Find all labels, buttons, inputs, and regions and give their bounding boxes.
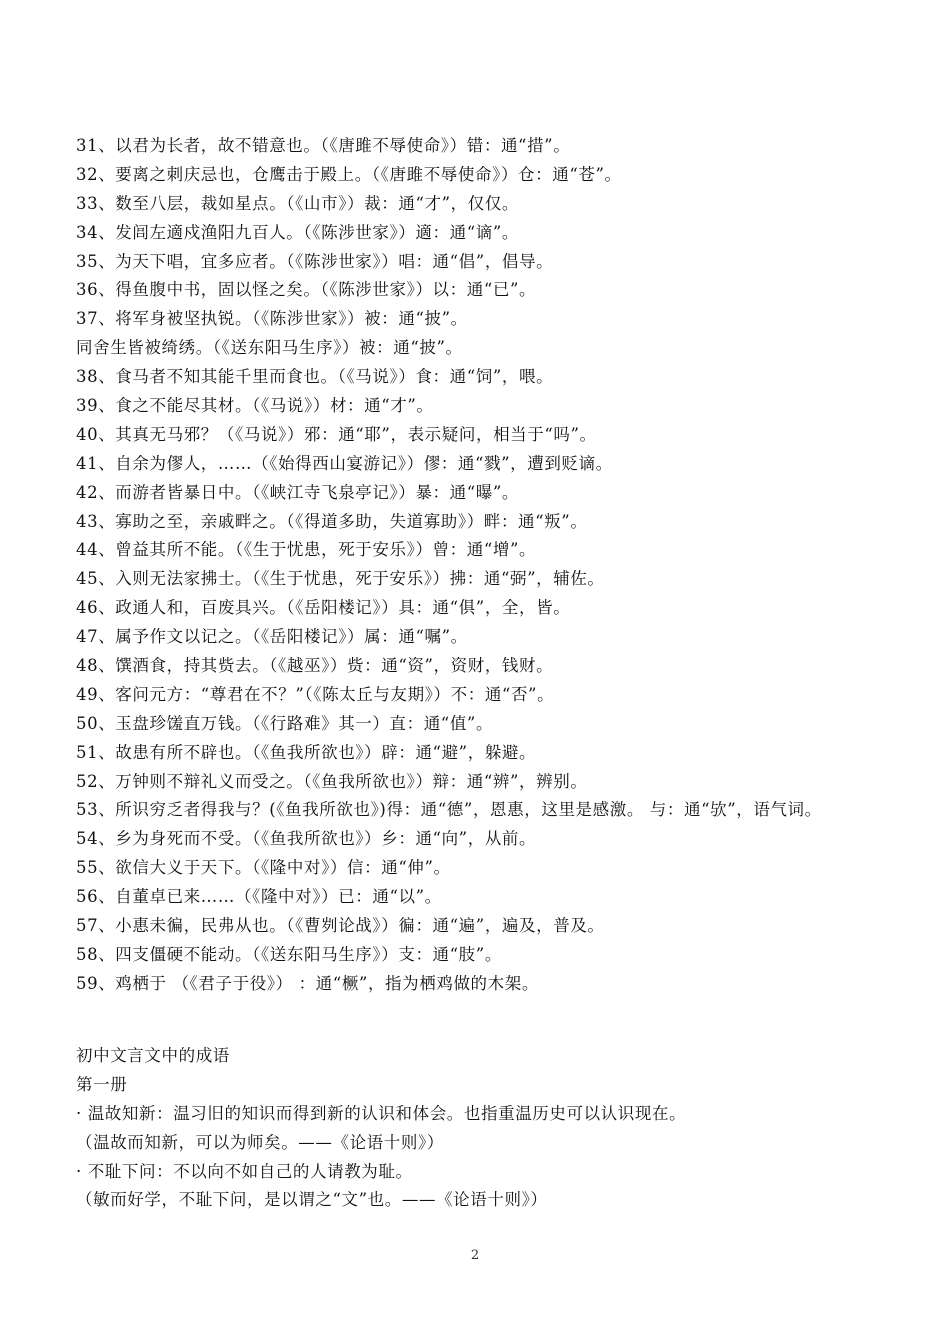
idiom-source: （温故而知新，可以为师矣。——《论语十则》） — [76, 1132, 444, 1152]
list-item: 46、政通人和，百废具兴。（《岳阳楼记》）具：通“俱”，全，皆。 — [76, 598, 571, 618]
list-item: 54、乡为身死而不受。（《鱼我所欲也》）乡：通“向”，从前。 — [76, 829, 537, 849]
list-item: 31、以君为长者，故不错意也。（《唐雎不辱使命》）错：通“措”。 — [76, 136, 571, 155]
list-item: 58、四支僵硬不能动。（《送东阳马生序》）支：通“肢”。 — [76, 944, 502, 964]
list-item: 37、将军身被坚执锐。（《陈涉世家》）被：通“披”。 — [76, 309, 468, 329]
list-item: 39、食之不能尽其材。（《马说》）材：通“才”。 — [76, 396, 434, 416]
list-item: 35、为天下唱，宜多应者。（《陈涉世家》）唱：通“倡”，倡导。 — [76, 251, 554, 271]
list-item: 40、其真无马邪？（《马说》）邪：通“耶”，表示疑问，相当于“吗”。 — [76, 424, 597, 444]
list-item: 34、发闾左適戍渔阳九百人。（《陈涉世家》）適：通“谪”。 — [76, 222, 520, 242]
idiom-source: （敏而好学，不耻下问，是以谓之“文”也。——《论语十则》） — [76, 1190, 548, 1210]
tongjia-list — [76, 132, 886, 999]
list-item: 53、所识穷乏者得我与？(《鱼我所欲也》)得：通“德”，恩惠，这里是感激。 与：通“欤”，语气词。 — [76, 800, 822, 820]
list-item: 44、曾益其所不能。（《生于忧患，死于安乐》）曾：通“增”。 — [76, 540, 537, 560]
list-item: 55、欲信大义于天下。（《隆中对》）信：通“伸”。 — [76, 858, 451, 878]
list-item: 48、馔酒食，持其赀去。（《越巫》）赀：通“资”，资财，钱财。 — [76, 656, 554, 676]
idiom-item: · 不耻下问：不以向不如自己的人请教为耻。 — [76, 1161, 413, 1181]
list-item: 41、自余为僇人，……（《始得西山宴游记》）僇：通“戮”，遭到贬谪。 — [76, 453, 613, 473]
list-item: 33、数至八层，裁如星点。（《山市》）裁：通“才”，仅仅。 — [76, 193, 520, 213]
list-item: 42、而游者皆暴日中。（《峡江寺飞泉亭记》）暴：通“曝”。 — [76, 482, 520, 502]
list-item: 36、得鱼腹中书，固以怪之矣。（《陈涉世家》）以：通“已”。 — [76, 280, 537, 300]
list-item: 56、自董卓已来……（《隆中对》）已：通“以”。 — [76, 887, 442, 907]
page-number: 2 — [470, 1248, 480, 1263]
idiom-item: · 温故知新：温习旧的知识而得到新的认识和体会。也指重温历史可以认识现在。 — [76, 1103, 687, 1123]
idioms-section — [76, 1042, 886, 1215]
list-item: 32、要离之刺庆忌也，仓鹰击于殿上。（《唐雎不辱使命》）仓：通“苍”。 — [76, 164, 622, 184]
list-item: 47、属予作文以记之。（《岳阳楼记》）属：通“嘱”。 — [76, 627, 468, 647]
list-item: 38、食马者不知其能千里而食也。（《马说》）食：通“饲”，喂。 — [76, 367, 554, 387]
section-subtitle: 第一册 — [76, 1074, 128, 1094]
list-item: 52、万钟则不辩礼义而受之。（《鱼我所欲也》）辩：通“辨”，辨别。 — [76, 771, 588, 791]
list-item: 43、寡助之至，亲戚畔之。（《得道多助，失道寡助》）畔：通“叛”。 — [76, 511, 588, 531]
list-item: 同舍生皆被绮绣。（《送东阳马生序》）被：通“披”。 — [76, 338, 463, 358]
list-item: 50、玉盘珍馐直万钱。（《行路难》其一）直：通“值”。 — [76, 713, 494, 733]
list-item: 57、小惠未徧，民弗从也。（《曹刿论战》）徧：通“遍”，遍及，普及。 — [76, 916, 605, 936]
list-item: 45、入则无法家拂士。（《生于忧患，死于安乐》）拂：通“弼”，辅佐。 — [76, 569, 605, 589]
list-item: 59、鸡栖于 （《君子于役》） ：通“橛”，指为栖鸡做的木架。 — [76, 973, 539, 993]
list-item: 51、故患有所不辟也。（《鱼我所欲也》）辟：通“避”，躲避。 — [76, 742, 537, 762]
list-item: 49、客问元方：“尊君在不？”（《陈太丘与友期》）不：通“否”。 — [76, 684, 555, 704]
section-title: 初中文言文中的成语 — [76, 1046, 230, 1065]
